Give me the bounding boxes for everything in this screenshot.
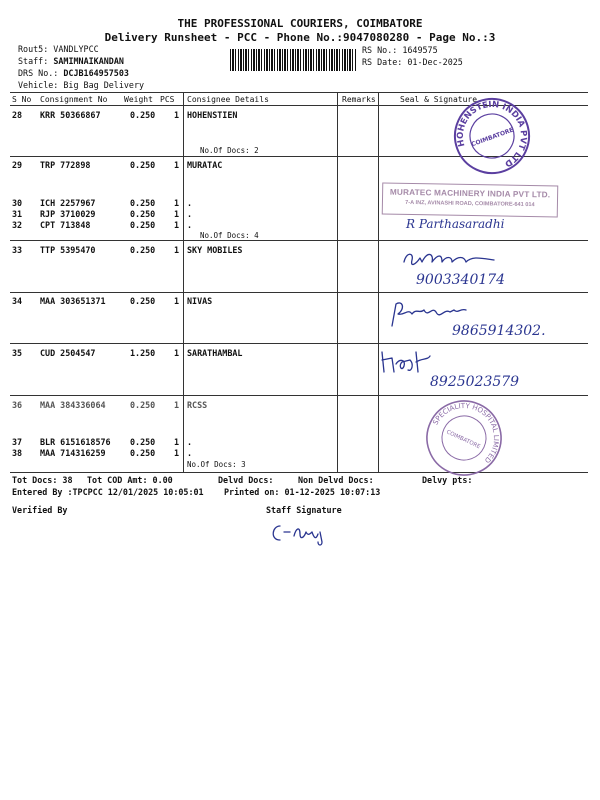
total-cod-amount: Tot COD Amt: 0.00	[87, 475, 173, 485]
row-weight: 0.250	[130, 160, 156, 170]
row-pcs: 1	[174, 209, 180, 219]
non-delivered-docs: Non Delvd Docs:	[298, 475, 374, 485]
row-consignee: MURATAC	[187, 160, 223, 170]
hospital-stamp-city: COIMBATORE	[445, 429, 482, 451]
nivas-signature	[388, 296, 578, 344]
staff-name: SAMIMNAIKANDAN	[53, 56, 124, 66]
row-consignee: RCSS	[187, 400, 208, 410]
hohenstein-stamp-text: HOHENSTEIN INDIA PVT LTD	[455, 99, 529, 169]
drs-label: DRS No.:	[18, 68, 59, 78]
route-label: Rout5: VANDLYPCC	[18, 44, 99, 54]
col-header-seal: Seal & Signature	[400, 95, 478, 104]
sky-mobiles-phone: 9003340174	[416, 272, 506, 288]
row-pcs: 1	[174, 400, 180, 410]
row-consignment-no: TTP 5395470	[40, 245, 96, 255]
delivery-points: Delvy pts:	[422, 475, 473, 485]
muratec-signature-text: R Parthasaradhi	[406, 217, 505, 231]
row-pcs: 1	[174, 296, 180, 306]
row-weight: 0.250	[130, 220, 156, 230]
sky-mobiles-signature	[398, 246, 578, 292]
row-sno: 31	[12, 209, 23, 219]
col-header-consignee: Consignee Details	[187, 95, 269, 104]
docs-count-note: No.Of Docs: 4	[200, 231, 259, 240]
row-sno: 36	[12, 400, 23, 410]
row-consignment-no: BLR 6151618576	[40, 437, 111, 447]
docs-count-note: No.Of Docs: 3	[187, 460, 246, 469]
printed-on: Printed on: 01-12-2025 10:07:13	[224, 487, 381, 497]
row-pcs: 1	[174, 348, 180, 358]
row-consignment-no: MAA 303651371	[40, 296, 106, 306]
row-weight: 0.250	[130, 400, 156, 410]
row-consignee: .	[187, 198, 193, 208]
hohenstein-stamp-city: COIMBATORE	[470, 126, 515, 149]
staff-signature	[266, 518, 336, 548]
row-consignee: HOHENSTIEN	[187, 110, 238, 120]
muratec-stamp-line2: 7-A INZ, AVINASHI ROAD, COIMBATORE-641 014	[405, 199, 535, 209]
col-divider-remarks	[337, 92, 338, 472]
row-weight: 0.250	[130, 296, 156, 306]
row-weight: 0.250	[130, 448, 156, 458]
row-weight: 0.250	[130, 437, 156, 447]
verified-by-label: Verified By	[12, 505, 68, 515]
row-consignee: NIVAS	[187, 296, 213, 306]
row-sno: 37	[12, 437, 23, 447]
col-header-consignment: Consignment No	[40, 95, 108, 104]
row-consignee: SKY MOBILES	[187, 245, 243, 255]
row-sno: 28	[12, 110, 23, 120]
delivered-docs: Delvd Docs:	[218, 475, 274, 485]
muratec-stamp-line1: MURATEC MACHINERY INDIA PVT LTD.	[389, 187, 551, 200]
row-divider	[10, 292, 588, 293]
row-consignment-no: CPT 713848	[40, 220, 91, 230]
nivas-phone: 9865914302.	[452, 323, 546, 339]
row-sno: 35	[12, 348, 23, 358]
col-header-sno: S No	[12, 95, 32, 104]
row-divider	[10, 395, 588, 396]
row-sno: 38	[12, 448, 23, 458]
row-consignment-no: MAA 714316259	[40, 448, 106, 458]
row-consignee: .	[187, 448, 193, 458]
hospital-stamp-text: SPECIALITY HOSPITAL LIMITED	[431, 401, 501, 465]
row-consignment-no: KRR 50366867	[40, 110, 101, 120]
muratec-stamp	[382, 182, 559, 217]
drs-row	[18, 68, 129, 78]
col-divider-consignee	[183, 92, 184, 472]
row-pcs: 1	[174, 110, 180, 120]
row-weight: 0.250	[130, 209, 156, 219]
col-header-pcs: PCS	[160, 95, 175, 104]
row-consignee: SARATHAMBAL	[187, 348, 243, 358]
row-sno: 29	[12, 160, 23, 170]
rs-date: RS Date: 01-Dec-2025	[362, 57, 463, 67]
row-sno: 30	[12, 198, 23, 208]
staff-signature-label: Staff Signature	[266, 505, 342, 515]
col-header-remarks: Remarks	[342, 95, 376, 104]
row-consignment-no: ICH 2257967	[40, 198, 96, 208]
row-weight: 1.250	[130, 348, 156, 358]
document-subtitle: Delivery Runsheet - PCC - Phone No.:9047080280 - Page No.:3	[104, 31, 496, 44]
row-pcs: 1	[174, 220, 180, 230]
row-sno: 32	[12, 220, 23, 230]
row-pcs: 1	[174, 448, 180, 458]
sarathambal-phone: 8925023579	[430, 374, 520, 390]
row-consignment-no: RJP 3710029	[40, 209, 96, 219]
staff-row	[18, 56, 124, 66]
row-pcs: 1	[174, 198, 180, 208]
row-sno: 34	[12, 296, 23, 306]
rs-number: RS No.: 1649575	[362, 45, 438, 55]
docs-count-note: No.Of Docs: 2	[200, 146, 259, 155]
muratec-signature	[404, 214, 514, 234]
entered-by: Entered By :TPCPCC 12/01/2025 10:05:01	[12, 487, 204, 497]
col-divider-seal	[378, 92, 379, 472]
row-consignee: .	[187, 209, 193, 219]
vehicle-label: Vehicle: Big Bag Delivery	[18, 80, 145, 90]
row-consignee: .	[187, 220, 193, 230]
row-divider	[10, 240, 588, 241]
row-consignee: .	[187, 437, 193, 447]
barcode	[230, 49, 356, 71]
drs-number: DCJB164957503	[63, 68, 129, 78]
row-sno: 33	[12, 245, 23, 255]
row-weight: 0.250	[130, 245, 156, 255]
row-consignment-no: TRP 772898	[40, 160, 91, 170]
total-docs: Tot Docs: 38	[12, 475, 73, 485]
row-consignment-no: CUD 2504547	[40, 348, 96, 358]
staff-label: Staff:	[18, 56, 49, 66]
row-consignment-no: MAA 384336064	[40, 400, 106, 410]
document-title: THE PROFESSIONAL COURIERS, COIMBATORE	[177, 17, 423, 30]
row-pcs: 1	[174, 437, 180, 447]
row-weight: 0.250	[130, 198, 156, 208]
row-weight: 0.250	[130, 110, 156, 120]
col-header-weight: Weight	[124, 95, 153, 104]
row-pcs: 1	[174, 160, 180, 170]
row-pcs: 1	[174, 245, 180, 255]
sarathambal-signature	[376, 344, 566, 392]
table-bottom-rule	[10, 472, 588, 473]
